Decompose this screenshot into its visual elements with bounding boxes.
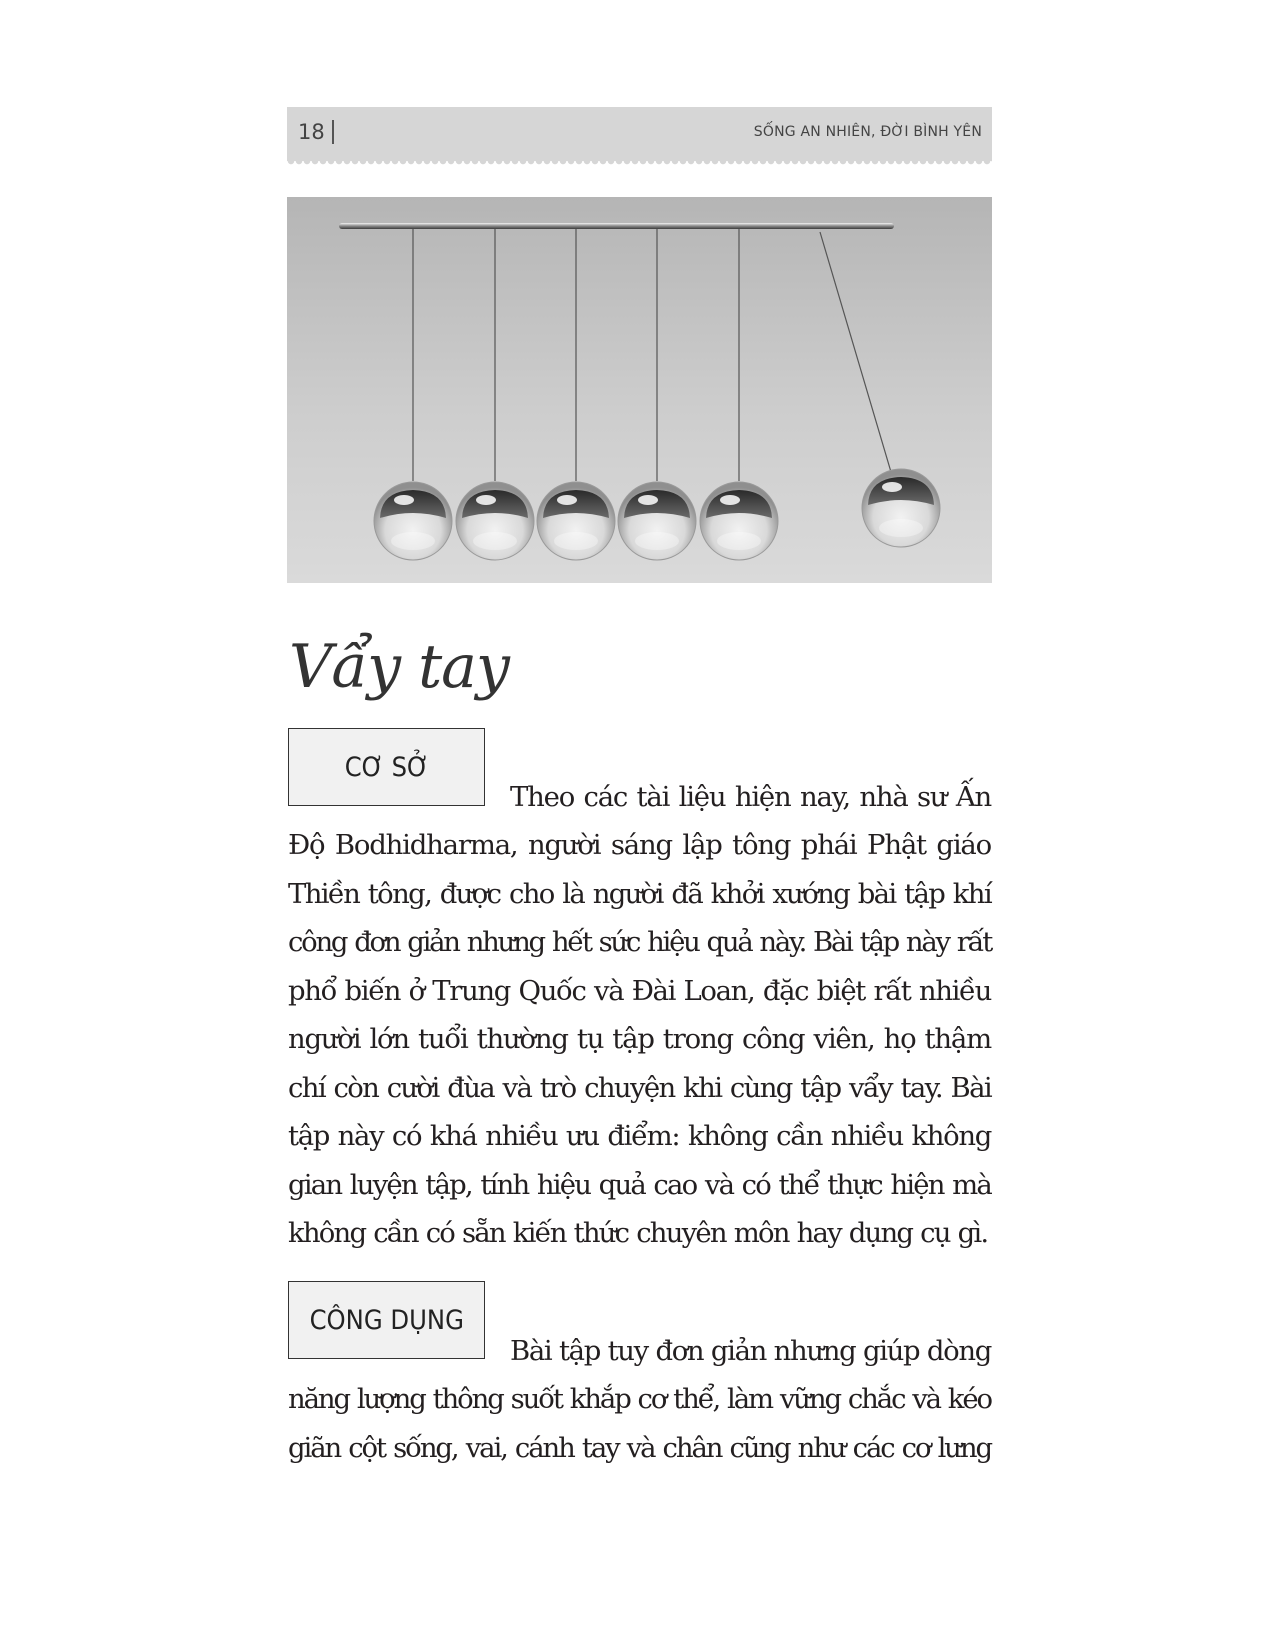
paragraph-line: gian luyện tập, tính hiệu quả cao và có thể thực hiện mà [288, 1168, 991, 1201]
paragraph-line: Thiền tông, được cho là người đã khởi xướng bài tập khí [288, 877, 991, 910]
running-header [287, 107, 992, 161]
paragraph-first-line: Theo các tài liệu hiện nay, nhà sư Ấn [510, 781, 991, 813]
paragraph-line: người lớn tuổi thường tụ tập trong công viên, họ thậm [288, 1023, 991, 1055]
paragraph-line: không cần có sẵn kiến thức chuyên môn hay dụng cụ gì. [288, 1217, 988, 1249]
paragraph-cong-dung [288, 1375, 991, 1472]
paragraph-line: năng lượng thông suốt khắp cơ thể, làm vững chắc và kéo [288, 1383, 991, 1415]
running-title: SỐNG AN NHIÊN, ĐỜI BÌNH YÊN [753, 124, 982, 140]
paragraph-line: giãn cột sống, vai, cánh tay và chân cũng như các cơ lưng [288, 1431, 991, 1464]
paragraph-line: phổ biến ở Trung Quốc và Đài Loan, đặc biệt rất nhiều [288, 974, 991, 1007]
paragraph-line: Độ Bodhidharma, người sáng lập tông phái Phật giáo [288, 829, 991, 861]
paragraph-line: tập này có khá nhiều ưu điểm: không cần nhiều không [288, 1120, 991, 1152]
cradle-bar [339, 223, 894, 229]
label-co-so: CƠ SỞ [288, 728, 485, 806]
cradle-strings [413, 229, 891, 481]
label-cong-dung: CÔNG DỤNG [288, 1281, 485, 1359]
header-divider [332, 120, 334, 144]
paragraph-first-line: Bài tập tuy đơn giản nhưng giúp dòng [510, 1335, 991, 1367]
paragraph-line: chí còn cười đùa và trò chuyện khi cùng tập vẩy tay. Bài [288, 1071, 991, 1104]
paragraph-line: công đơn giản nhưng hết sức hiệu quả này. Bài tập này rất [288, 926, 991, 958]
page-number: 18 [298, 120, 325, 144]
newtons-cradle-illustration [287, 197, 992, 583]
cradle-balls [374, 469, 940, 560]
section-title: Vẩy tay [289, 632, 509, 702]
paragraph-co-so [288, 821, 991, 1258]
